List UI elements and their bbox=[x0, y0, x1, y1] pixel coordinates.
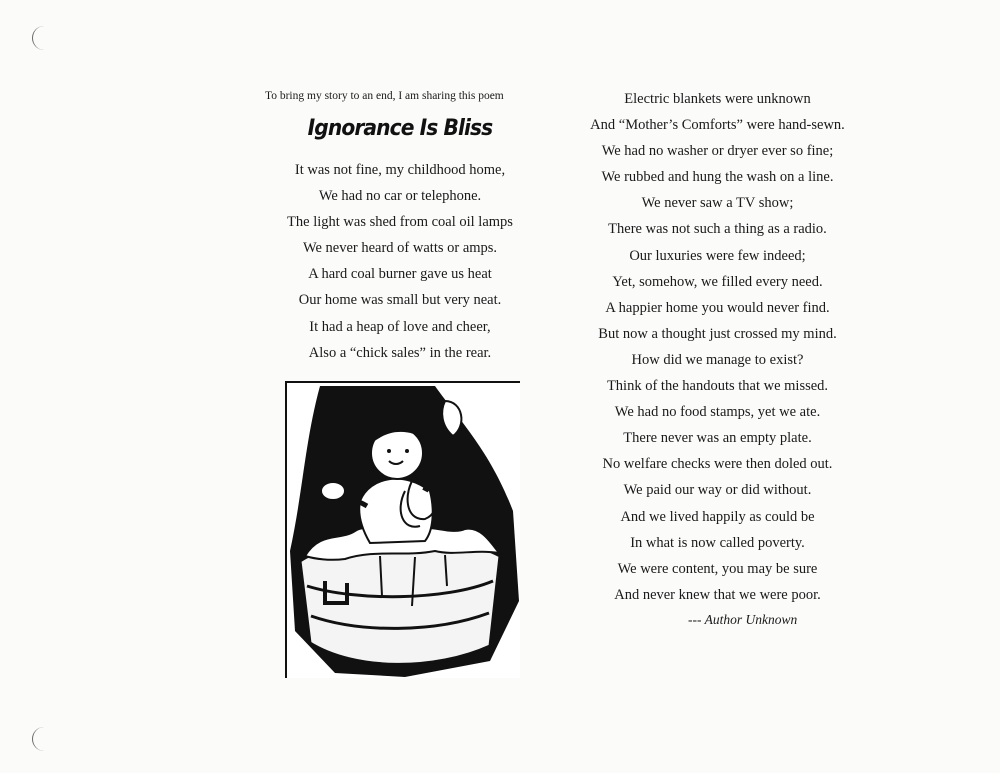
poem-line: The light was shed from coal oil lamps bbox=[287, 214, 513, 231]
poem-line: And “Mother’s Comforts” were hand-sewn. bbox=[590, 117, 845, 134]
poem-line: We rubbed and hung the wash on a line. bbox=[601, 169, 834, 186]
poem-line: There never was an empty plate. bbox=[623, 430, 812, 447]
poem-title: Ignorance Is Bliss bbox=[307, 116, 493, 141]
poem-line: A hard coal burner gave us heat bbox=[308, 266, 492, 283]
poem-line: Think of the handouts that we missed. bbox=[606, 378, 829, 395]
poem-line: A happier home you would never find. bbox=[605, 299, 830, 316]
hole-punch-mark-bottom bbox=[32, 727, 47, 751]
poem-line: Also a “chick sales” in the rear. bbox=[308, 344, 492, 361]
poem-right-column bbox=[560, 86, 875, 608]
poem-line: Our home was small but very neat. bbox=[298, 292, 502, 309]
poem-line: How did we manage to exist? bbox=[631, 351, 804, 368]
poem-line: There was not such a thing as a radio. bbox=[608, 221, 827, 238]
poem-line: We were content, you may be sure bbox=[617, 560, 818, 577]
poem-line: We had no washer or dryer ever so fine; bbox=[601, 143, 834, 160]
poem-line: And never knew that we were poor. bbox=[614, 586, 821, 603]
poem-line: We never heard of watts or amps. bbox=[302, 240, 498, 257]
poem-left-column bbox=[250, 157, 550, 366]
intro-text: To bring my story to an end, I am sharing this poem bbox=[265, 90, 504, 102]
poem-line: In what is now called poverty. bbox=[630, 534, 805, 551]
poem-line: We had no food stamps, yet we ate. bbox=[614, 404, 821, 421]
poem-line: We had no car or telephone. bbox=[318, 188, 482, 205]
poem-line: Our luxuries were few indeed; bbox=[629, 247, 806, 264]
poem-line: Electric blankets were unknown bbox=[624, 91, 811, 107]
poem-line: We never saw a TV show; bbox=[641, 195, 794, 212]
poem-line: No welfare checks were then doled out. bbox=[602, 456, 833, 473]
bath-illustration bbox=[285, 381, 520, 678]
hole-punch-mark-top bbox=[32, 26, 47, 50]
author-attribution: --- Author Unknown bbox=[688, 612, 798, 627]
poem-line: And we lived happily as could be bbox=[620, 508, 815, 525]
poem-line: Yet, somehow, we filled every need. bbox=[612, 273, 823, 290]
poem-line: It was not fine, my childhood home, bbox=[294, 162, 506, 178]
poem-line: It had a heap of love and cheer, bbox=[309, 318, 491, 335]
poem-line: We paid our way or did without. bbox=[623, 482, 812, 499]
poem-line: But now a thought just crossed my mind. bbox=[598, 325, 837, 342]
